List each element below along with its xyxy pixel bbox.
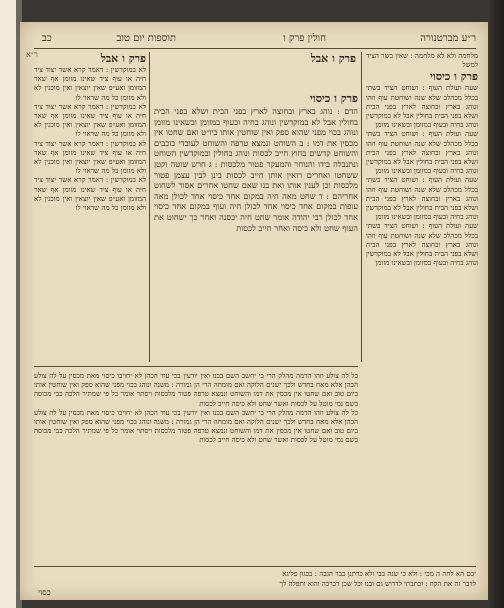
right-column-heading: פרק ו כיסוי xyxy=(430,70,478,84)
bottom-commentary-text-continued: כל לה צולע וזהו הדמה מהלק הרי בי יחשב השם בבנו ואין יודעין בכי עוד הכהן לא יחויבו כיסוי מאת מכסין על לה צולע הכהן אלא מאח בחדש ולכך ישנים הלוקה ואם מומחה הרי הן גמורה : משנה ונוהג בכוי מפני שהוא ספק ואין שוחטין אותו ביום טוב ואם שחטו אין מכסין את דמו והשוחט ונמצא טרפה פטור מלכסות ויסתר אומר כל פי שמתיר הלכה כבי מכוסה בשם נמי מוטל על לכסות ואשר שחט ולא כיסה חייב לכסות xyxy=(34,408,358,445)
left-column-heading: פרק ו אבל xyxy=(100,52,146,65)
footer-line-1: יכם הא לחה ה מכי : ולא כי שנה כבי ולא כדתנן כבר הגבה : בכגון פליגא xyxy=(282,570,476,578)
column-divider-left xyxy=(149,52,150,362)
header-center-title: חולין פרק ו xyxy=(283,33,326,44)
right-column-intro: מלחמה ולא לא מלחמה : שאין בשר הציד למשל xyxy=(366,52,478,70)
folio-number: כב xyxy=(42,33,52,44)
center-top-heading: פרק ו אבל xyxy=(310,52,356,65)
right-column-text-continued: שעה ועולת העוף : ושוחט הציד בשתי בכלל מכהלכ שלא שנה ושוחטת עוף וזהו ונוהג בארץ ובחוצה לארץ בפני הבית ושלא בפני הבית בחולין אבל לא במוקדשין ונוהג בחיה ובעוף במזומן ובשאינו מזומן xyxy=(366,130,478,176)
left-column-text-continued: לא במוקדשין : דאמר קרא אשר יצוד ציד חיה או עוף ציד שאינו מזומן אף שאר המזומן ואע״פ שאין יוצאין ואין מוכנין לא ולא מזומן כל מה שראוי לו xyxy=(34,102,146,139)
right-commentary-column xyxy=(366,52,478,472)
mishnah-heading: פרק ו כיסוי xyxy=(310,92,358,105)
book-gutter xyxy=(0,0,16,608)
footer-rule xyxy=(34,566,476,567)
bottom-commentary-block xyxy=(34,372,358,562)
page-sheet xyxy=(20,22,488,600)
scan-background-edge xyxy=(488,0,504,608)
right-column-text-continued-2: שעה ועולת העוף : ושוחט הציד בשתי בכלל מכהלכ שלא שנה ושוחטת עוף וזהו ונוהג בארץ ובחוצה לארץ בפני הבית ושלא בפני הבית בחולין אבל לא במוקדשין ונוהג בחיה ובעוף במזומן ובשאינו מזומן xyxy=(366,176,478,222)
left-column-text-continued-3: לא במוקדשין : דאמר קרא אשר יצוד ציד חיה או עוף ציד שאינו מזומן אף שאר המזומן ואע״פ שאין יוצאין ואין מוכנין לא ולא מזומן כל מה שראוי לו xyxy=(34,176,146,213)
page-header xyxy=(42,32,476,46)
header-rule xyxy=(34,48,476,49)
right-column-text-continued-3: שעה ועולת העוף : ושוחט הציד בשתי בכלל מכהלכ שלא שנה ושוחטת עוף וזהו ונוהג בארץ ובחוצה לארץ בפני הבית ושלא בפני הבית בחולין אבל לא במוקדשין ונוהג בחיה ובעוף במזומן ובשאינו מזומן xyxy=(366,222,478,268)
commentary-separator xyxy=(34,366,358,367)
column-divider-right xyxy=(361,52,362,362)
catchword: כסוי xyxy=(38,588,51,597)
right-column-text: שעה ועולת העוף : ושוחט הציד בשתי בכלל מכהלכ שלא שנה ושוחטת עוף וזהו ונוהג בארץ ובחוצה לארץ בפני הבית ושלא בפני הבית בחולין אבל לא במוקדשין ונוהג בחיה ובעוף במזומן ובשאינו מזומן xyxy=(366,84,478,130)
mishnah-text-block xyxy=(154,92,358,362)
left-column-text: לא במוקדשין : דאמר קרא אשר יצוד ציד חיה או עוף ציד שאינו מזומן אף שאר המזומן ואע״פ שאין יוצאין ואין מוכנין לא ולא מזומן כל מה שראוי לו xyxy=(34,66,146,102)
signature-mark: ר״א xyxy=(26,50,38,59)
left-commentary-column xyxy=(34,52,146,364)
bottom-commentary-text: כל לה צולע וזהו הדמה מהלק הרי בי יחשב השם בבנו ואין יודעין בכי עוד הכהן לא יחויבו כיסוי מאת מכסין על לה צולע הכהן אלא מאח בחדש ולכך ישנים הלוקה ואם מומחה הרי הן גמורה : משנה ונוהג בכוי מפני שהוא ספק ואין שוחטין אותו ביום טוב ואם שחטו אין מכסין את דמו והשוחט ונמצא טרפה פטור מלכסות ויסתר אומר כל פי שמתיר הלכה כבי מכוסה בשם נמי מוטל על לכסות ואשר שחט ולא כיסה חייב לכסות xyxy=(34,372,358,408)
left-column-text-continued-2: לא במוקדשין : דאמר קרא אשר יצוד ציד חיה או עוף ציד שאינו מזומן אף שאר המזומן ואע״פ שאין יוצאין ואין מוכנין לא ולא מזומן כל מה שראוי לו xyxy=(34,139,146,176)
center-top-commentary xyxy=(244,52,356,90)
mishnah-text: הדם : נוהג בארץ ובחוצה לארץ בפני הבית ושלא בפני הבית בחולין אבל לא במוקדשין ונוהג בחיה ובעוף במזומן ובשאינו מזומן ונוהג בכוי מפני שהוא ספק ואין שוחטין אותו ביו״ט ואם שחטו אין מכסין את דמו : ב השוחט ונמצא טרפה והשוחט לעובדי כוכבים והשוחט קדשים בחוץ חייב לכסות ונוהג בחולין ובמוקדשין השוחט ונתנבלה בידו והנוחר והמעקר פטור מלכסות : ג חרש שוטה וקטן ששחטו ואחרים רואין אותן חייב לכסות בינן לבין עצמן פטור מלכסות וכן לענין אותו ואת בנו שאם שחטו אחרים אסור לשחוט אחריהם : ד שחט מאה חיה במקום אחד כיסוי אחד לכולן מאה עופות במקום אחד כיסוי אחד לכולן חיה ועוף במקום אחד כיסוי אחד לכולן רבי יהודה אומר שחט חיה יכסנה ואחר כך ישחוט את העוף שחט ולא כיסה ואחר חייב לכסות xyxy=(154,106,358,233)
header-right-title: ר״ע מברטנורה xyxy=(420,33,476,44)
header-left-title: תוספות יום טוב xyxy=(116,33,176,44)
footer-line-2: לדבר זה את הקוז : וכתבתי לדרוש גם ובנו וכל שכן דברכה והוא ותפלה לך xyxy=(279,580,476,588)
